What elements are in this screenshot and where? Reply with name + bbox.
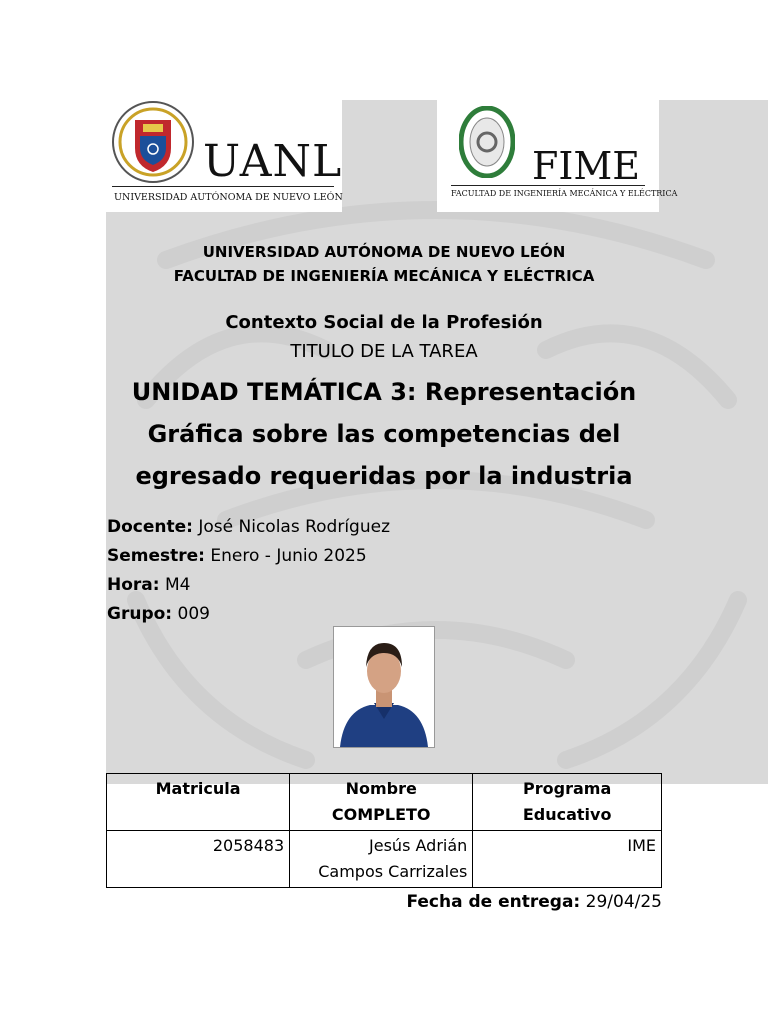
hour-label: Hora: xyxy=(107,575,160,595)
semester-value: Enero - Junio 2025 xyxy=(210,546,367,566)
faculty-name: FACULTAD DE INGENIERÍA MECÁNICA Y ELÉCTRICA xyxy=(173,267,595,285)
divider xyxy=(112,186,334,187)
semester-row xyxy=(107,542,390,571)
fime-seal-icon xyxy=(459,106,515,178)
header-line: Programa xyxy=(523,779,612,798)
task-title-line: Gráfica sobre las competencias del xyxy=(147,420,621,448)
task-title-line: UNIDAD TEMÁTICA 3: Representación xyxy=(131,378,637,406)
fime-logo xyxy=(437,100,678,212)
university-name: UNIVERSIDAD AUTÓNOMA DE NUEVO LEÓN xyxy=(202,243,566,261)
teacher-value: José Nicolas Rodríguez xyxy=(198,517,390,537)
delivery-label: Fecha de entrega: xyxy=(406,892,581,912)
group-value: 009 xyxy=(177,604,210,624)
header-line: Educativo xyxy=(522,805,612,824)
fime-caption: FACULTAD DE INGENIERÍA MECÁNICA Y ELÉCTRICA xyxy=(451,189,678,198)
delivery-date xyxy=(406,892,662,912)
cell-program: IME xyxy=(473,831,662,888)
group-row xyxy=(107,600,390,629)
uanl-seal-icon xyxy=(110,100,196,184)
student-photo xyxy=(333,626,435,748)
subject-name: Contexto Social de la Profesión xyxy=(225,312,543,333)
header-line: COMPLETO xyxy=(331,805,431,824)
semester-label: Semestre: xyxy=(107,546,205,566)
teacher-label: Docente: xyxy=(107,517,193,537)
name-line: Jesús Adrián xyxy=(369,836,468,855)
header-line: Nombre xyxy=(345,779,417,798)
uanl-wordmark: UANL xyxy=(203,136,343,187)
student-portrait-icon xyxy=(334,627,434,747)
student-table xyxy=(106,773,662,888)
column-header-matricula xyxy=(107,774,290,831)
name-line: Campos Carrizales xyxy=(318,862,468,881)
delivery-value: 29/04/25 xyxy=(585,892,662,912)
table-row xyxy=(107,831,662,888)
column-header-name xyxy=(290,774,473,831)
header-line: Matricula xyxy=(155,779,241,798)
task-label: TITULO DE LA TAREA xyxy=(290,341,478,362)
hour-row xyxy=(107,571,390,600)
task-title xyxy=(106,371,662,497)
fime-wordmark: FIME xyxy=(532,144,641,188)
uanl-logo xyxy=(106,100,342,212)
table-header-row xyxy=(107,774,662,831)
course-info xyxy=(107,513,390,629)
column-header-program xyxy=(473,774,662,831)
cell-name xyxy=(290,831,473,888)
teacher-row xyxy=(107,513,390,542)
group-label: Grupo: xyxy=(107,604,173,624)
task-title-line: egresado requeridas por la industria xyxy=(135,462,633,490)
divider xyxy=(451,185,645,186)
uanl-caption: UNIVERSIDAD AUTÓNOMA DE NUEVO LEÓN xyxy=(114,192,343,203)
institution-header xyxy=(106,240,662,288)
hour-value: M4 xyxy=(164,575,191,595)
cell-matricula: 2058483 xyxy=(107,831,290,888)
